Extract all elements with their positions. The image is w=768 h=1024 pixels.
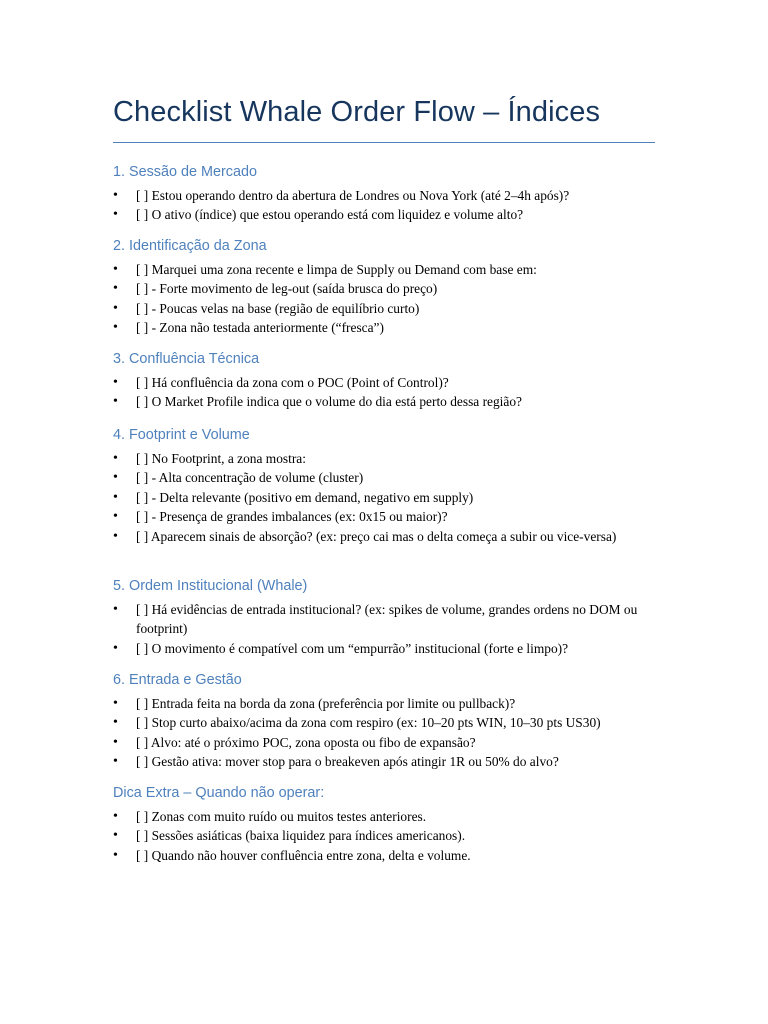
checklist-item [113, 205, 655, 224]
bullet-icon: • [113, 809, 118, 824]
bullet-icon: • [113, 528, 118, 544]
bullet-icon: • [113, 734, 118, 750]
checklist-item-text: [ ] Entrada feita na borda da zona (preferência por limite ou pullback)? [136, 696, 516, 711]
checklist-item-text: [ ] Gestão ativa: mover stop para o breakeven após atingir 1R ou 50% do alvo? [136, 754, 559, 770]
bullet-icon: • [113, 696, 118, 711]
section-heading: 6. Entrada e Gestão [113, 672, 242, 688]
checklist-item-text: [ ] Marquei uma zona recente e limpa de Supply ou Demand com base em: [136, 262, 537, 277]
checklist-item-text: [ ] - Presença de grandes imbalances (ex: 0x15 ou maior)? [136, 509, 448, 525]
bullet-icon: • [113, 281, 118, 297]
checklist-item-text: [ ] Zonas com muito ruído ou muitos testes anteriores. [136, 809, 427, 824]
bullet-icon: • [113, 470, 118, 486]
checklist-item [113, 600, 655, 639]
section-5 [113, 576, 655, 658]
checklist-item-text: [ ] Há confluência da zona com o POC (Point of Control)? [136, 375, 449, 390]
bullet-icon: • [113, 754, 118, 770]
bullet-icon: • [113, 188, 118, 203]
bullet-icon: • [113, 640, 118, 656]
checklist-item [113, 449, 655, 468]
checklist-item [113, 639, 655, 658]
section-7 [113, 783, 655, 865]
section-4 [113, 425, 655, 546]
checklist [113, 373, 655, 412]
document-title: Checklist Whale Order Flow – Índices [113, 92, 655, 143]
bullet-icon: • [113, 394, 118, 410]
checklist-item-text: [ ] O Market Profile indica que o volume do dia está perto dessa região? [136, 394, 522, 410]
bullet-icon: • [113, 828, 118, 844]
section-heading: 4. Footprint e Volume [113, 427, 250, 443]
checklist-item [113, 468, 655, 487]
bullet-icon: • [113, 207, 118, 223]
checklist [113, 260, 655, 338]
checklist-item [113, 752, 655, 771]
bullet-icon: • [113, 489, 118, 505]
bullet-icon: • [113, 262, 118, 277]
bullet-icon: • [113, 320, 118, 336]
checklist-item [113, 846, 655, 865]
checklist-item [113, 733, 655, 752]
checklist-item [113, 507, 655, 526]
checklist-item-text: [ ] - Forte movimento de leg-out (saída brusca do preço) [136, 281, 438, 297]
section-heading: 2. Identificação da Zona [113, 238, 267, 254]
document-page [113, 92, 655, 863]
checklist-item-text: [ ] - Zona não testada anteriormente (“fresca”) [136, 320, 384, 336]
section-2 [113, 236, 655, 338]
section-1 [113, 162, 655, 225]
bullet-icon: • [113, 509, 118, 525]
checklist-item-text: [ ] Sessões asiáticas (baixa liquidez para índices americanos). [136, 828, 466, 844]
checklist-item-text: [ ] Aparecem sinais de absorção? (ex: preço cai mas o delta começa a subir ou vice-versa) [136, 528, 617, 544]
section-6 [113, 670, 655, 772]
section-heading: 1. Sessão de Mercado [113, 164, 257, 180]
checklist-item [113, 488, 655, 507]
checklist-item-text: [ ] Stop curto abaixo/acima da zona com respiro (ex: 10–20 pts WIN, 10–30 pts US30) [136, 715, 601, 731]
checklist-item-text: [ ] Estou operando dentro da abertura de Londres ou Nova York (até 2–4h após)? [136, 188, 570, 203]
section-heading: Dica Extra – Quando não operar: [113, 785, 325, 801]
bullet-icon: • [113, 847, 118, 863]
checklist-item-text: [ ] - Delta relevante (positivo em demand, negativo em supply) [136, 489, 474, 505]
checklist [113, 449, 655, 546]
checklist-item [113, 527, 655, 546]
checklist-item-text: [ ] No Footprint, a zona mostra: [136, 451, 306, 466]
checklist [113, 694, 655, 772]
checklist-item-text: [ ] - Poucas velas na base (região de equilíbrio curto) [136, 300, 420, 316]
bullet-icon: • [113, 300, 118, 316]
checklist-item-text: [ ] Quando não houver confluência entre zona, delta e volume. [136, 847, 471, 863]
bullet-icon: • [113, 451, 118, 466]
checklist-item-text: [ ] - Alta concentração de volume (cluster) [136, 470, 364, 486]
checklist-item [113, 186, 655, 205]
bullet-icon: • [113, 602, 118, 617]
section-heading: 3. Confluência Técnica [113, 351, 260, 367]
section-3 [113, 349, 655, 412]
checklist-item [113, 392, 655, 411]
checklist-item [113, 260, 655, 279]
checklist-item-text: [ ] Alvo: até o próximo POC, zona oposta ou fibo de expansão? [136, 734, 476, 750]
checklist-item [113, 826, 655, 845]
checklist-item-text: [ ] O movimento é compatível com um “empurrão” institucional (forte e limpo)? [136, 640, 569, 656]
checklist-item-text: [ ] O ativo (índice) que estou operando está com liquidez e volume alto? [136, 207, 524, 223]
checklist-item [113, 807, 655, 826]
checklist [113, 186, 655, 225]
checklist-item [113, 318, 655, 337]
checklist [113, 600, 655, 658]
bullet-icon: • [113, 375, 118, 390]
checklist [113, 807, 655, 865]
checklist-item [113, 299, 655, 318]
checklist-item [113, 279, 655, 298]
checklist-item [113, 694, 655, 713]
checklist-item-text: [ ] Há evidências de entrada institucional? (ex: spikes de volume, grandes ordens no DOM ou footprint) [136, 602, 638, 637]
bullet-icon: • [113, 715, 118, 731]
checklist-item [113, 373, 655, 392]
checklist-item [113, 713, 655, 732]
section-heading: 5. Ordem Institucional (Whale) [113, 578, 308, 594]
